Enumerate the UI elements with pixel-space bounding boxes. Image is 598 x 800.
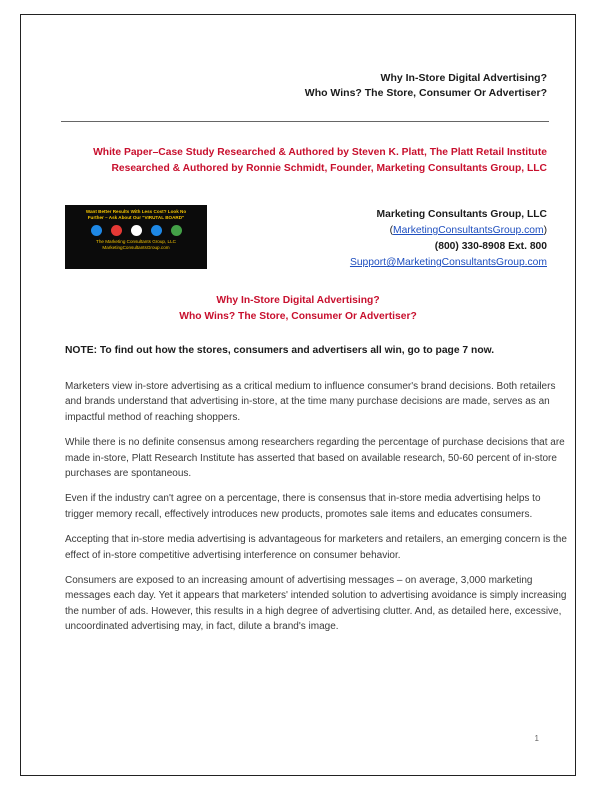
website-link[interactable]: MarketingConsultantsGroup.com [393, 225, 544, 236]
contact-phone: (800) 330-8908 Ext. 800 [434, 241, 547, 252]
paragraph: Even if the industry can't agree on a percentage, there is consensus that in-store media advertising helps to trigger memory recall, effectively introduces new products, promotes sale items and educates consumers. [65, 493, 541, 520]
page-number: 1 [534, 734, 539, 743]
logo-dot-icon [171, 225, 182, 236]
document-page [20, 14, 576, 776]
running-header [305, 71, 547, 101]
logo-dot-icon [131, 225, 142, 236]
contact-block [350, 207, 547, 271]
header-divider [61, 121, 549, 122]
contact-website-wrapper: (MarketingConsultantsGroup.com) [389, 225, 547, 236]
body-text [65, 379, 571, 645]
author-credits [93, 145, 547, 177]
email-link[interactable]: Support@MarketingConsultantsGroup.com [349, 257, 547, 268]
document-title-line-1: Why In-Store Digital Advertising? [216, 295, 380, 306]
note-text: NOTE: To find out how the stores, consumers and advertisers all win, go to page 7 now. [65, 345, 495, 356]
paragraph: While there is no definite consensus among researchers regarding the percentage of purchase decisions that are made in-store, Platt Research Institute has asserted that based on available research, 50-60 percent of in-store purchases are spontaneous. [65, 437, 565, 480]
author-credit-line-1: White Paper–Case Study Researched & Authored by Steven K. Platt, The Platt Retail Institute [93, 147, 547, 158]
logo-dot-icon [151, 225, 162, 236]
running-header-line-1: Why In-Store Digital Advertising? [380, 72, 547, 84]
logo-tagline-2: Further – Ask About Our "VIRUTAL BOARD" [87, 215, 185, 220]
logo-tagline-1: Want Better Results With Less Cost? Look No [85, 209, 187, 214]
author-credit-line-2: Researched & Authored by Ronnie Schmidt, Founder, Marketing Consultants Group, LLC [111, 163, 547, 174]
logo-company-name: The Marketing Consultants Group, LLC [96, 239, 176, 244]
document-title-line-2: Who Wins? The Store, Consumer Or Advertiser? [179, 311, 417, 322]
company-logo [65, 205, 207, 269]
logo-dot-icon [111, 225, 122, 236]
paragraph: Marketers view in-store advertising as a critical medium to influence consumer's brand decisions. Both retailers and brands understand that advertising in-store, at the time many purchase decisions are made, serves as an impactful method of reaching shoppers. [65, 381, 556, 423]
running-header-line-2: Who Wins? The Store, Consumer Or Advertiser? [304, 87, 547, 99]
paragraph: Consumers are exposed to an increasing amount of advertising messages – on average, 3,000 marketing messages each day. Yet it appears that marketers' intended solution to advertising avoidance is simply increasing the number of ads. However, this results in a high degree of advertising clutter. And, as detailed here, excessive, uncoordinated advertising may, in fact, dilute a brand's image. [65, 575, 567, 633]
contact-company: Marketing Consultants Group, LLC [376, 209, 547, 220]
document-title [41, 293, 555, 325]
paragraph: Accepting that in-store media advertising is advantageous for marketers and retailers, an emerging concern is the effect of in-store competitive advertising interference on consumer behavior. [65, 534, 567, 561]
logo-url: MarketingConsultantsGroup.com [102, 245, 170, 250]
logo-dot-icon [91, 225, 102, 236]
logo-dots [71, 225, 201, 236]
